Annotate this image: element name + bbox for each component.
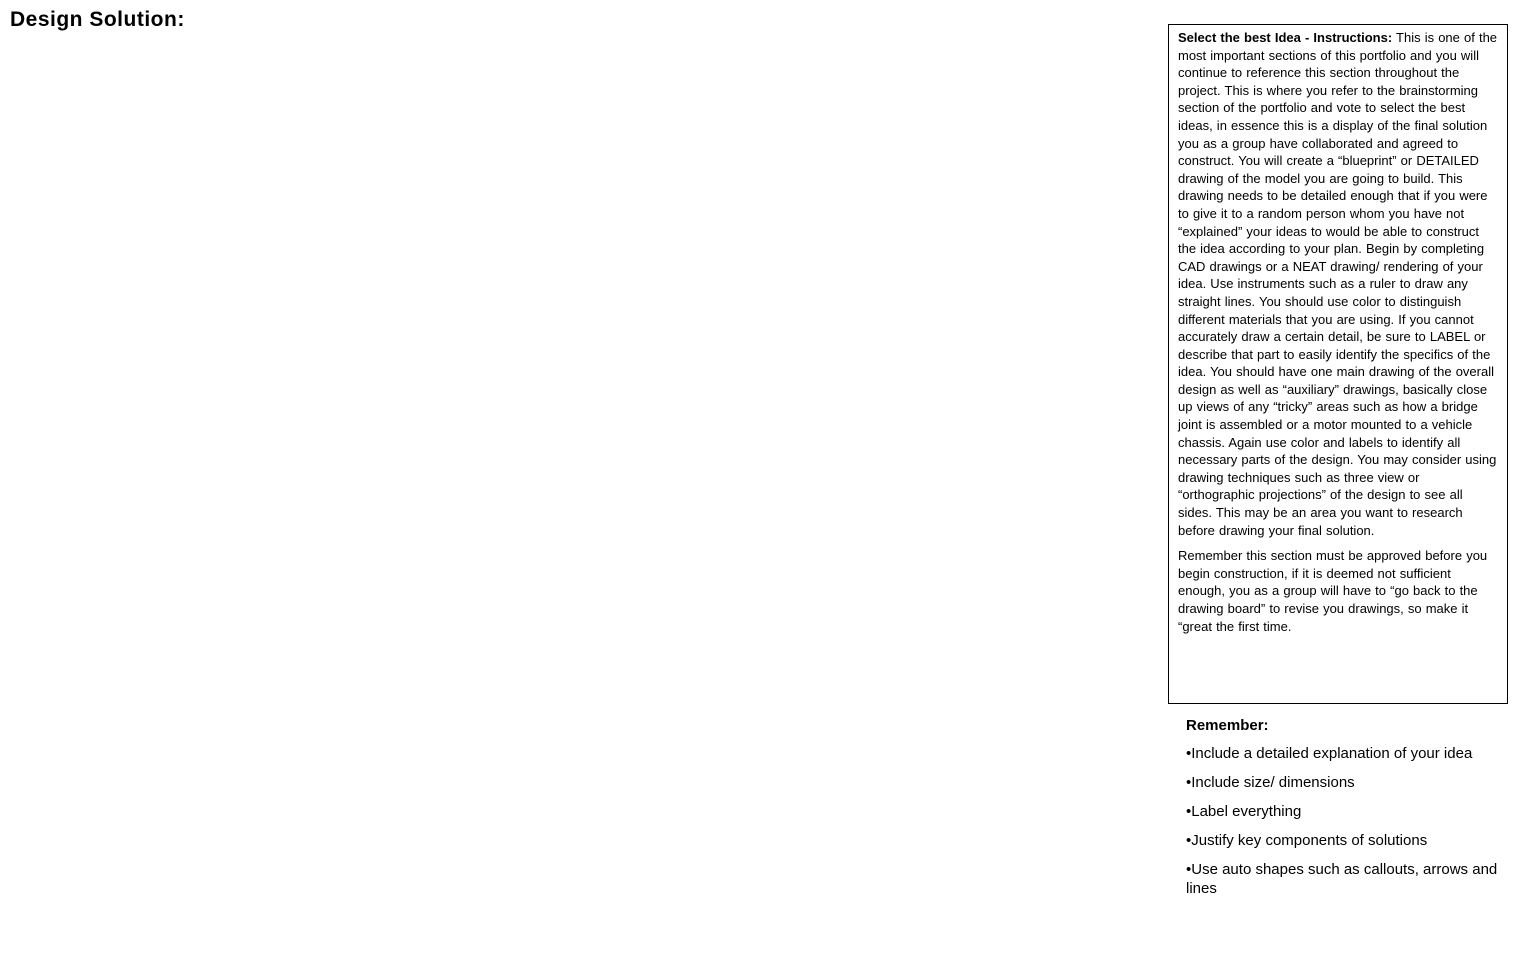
remember-item-label: •Label everything <box>1186 803 1302 820</box>
instructions-heading: Select the best Idea - Instructions: <box>1178 30 1393 45</box>
page-title: Design Solution: <box>10 8 185 31</box>
remember-item-auto-shapes: •Use auto shapes such as callouts, arrows and lines <box>1186 861 1498 897</box>
remember-heading: Remember: <box>1186 717 1269 734</box>
remember-list <box>1186 744 1506 898</box>
instructions-reminder: Remember this section must be approved before you begin construction, if it is deemed not sufficient enough, you as a group will have to “go back to the drawing board” to revise you drawings, so make it “great the first time. <box>1178 548 1488 634</box>
instructions-box <box>1168 24 1508 704</box>
remember-item-justify: •Justify key components of solutions <box>1186 832 1428 849</box>
remember-item-explanation: •Include a detailed explanation of your idea <box>1186 745 1473 762</box>
instructions-paragraph <box>1178 29 1499 539</box>
instructions-body: This is one of the most important sections of this portfolio and you will continue to reference this section throughout the project. This is where you refer to the brainstorming section of the portfolio and vote to select the best ideas, in essence this is a display of the final solution you as a group have collaborated and agreed to construct. You will create a “blueprint” or DETAILED drawing of the model you are going to build. This drawing needs to be detailed enough that if you were to give it to a random person whom you have not “explained” your ideas to would be able to construct the idea according to your plan. Begin by completing CAD drawings or a NEAT drawing/ rendering of your idea. Use instruments such as a ruler to draw any straight lines. You should use color to distinguish different materials that you are using. If you cannot accurately draw a certain detail, be sure to LABEL or describe that part to easily identify the specifics of the idea. You should have one main drawing of the overall design as well as “auxiliary” drawings, basically close up views of any “tricky” areas such as how a bridge joint is assembled or a motor mounted to a vehicle chassis. Again use color and labels to identify all necessary parts of the design. You may consider using drawing techniques such as three view or “orthographic projections” of the design to see all sides. This may be an area you want to research before drawing your final solution. <box>1178 30 1498 538</box>
remember-section <box>1186 716 1506 908</box>
remember-item-dimensions: •Include size/ dimensions <box>1186 774 1355 791</box>
